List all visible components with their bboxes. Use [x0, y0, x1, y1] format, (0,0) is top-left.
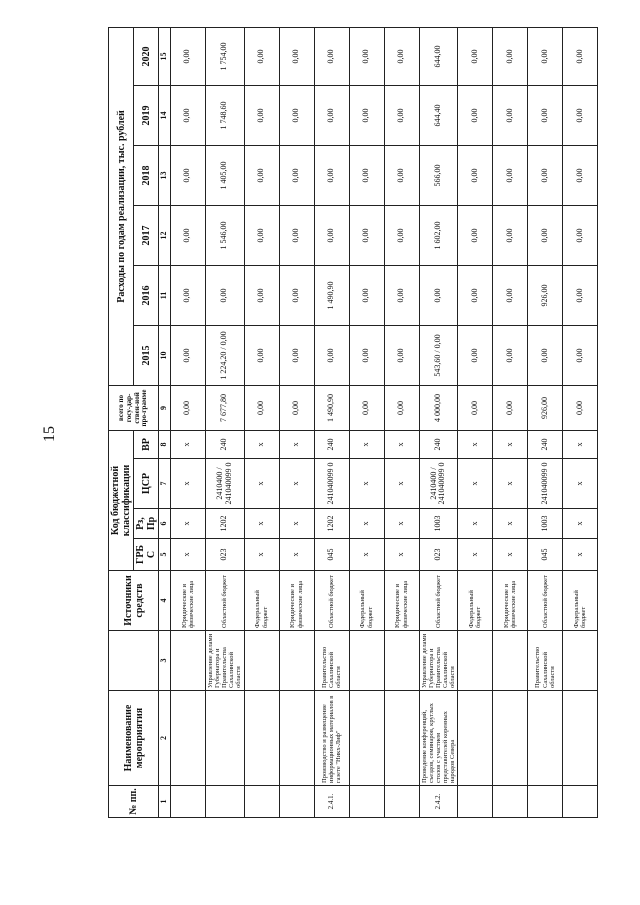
index-cell: 10: [159, 325, 171, 385]
index-cell: 4: [159, 571, 171, 631]
row-total: 0,00: [493, 385, 528, 430]
row-total: 0,00: [458, 385, 493, 430]
col-vr: ВР: [134, 430, 159, 458]
row-vr: 240: [528, 430, 563, 458]
row-year-value: 0,00: [384, 27, 419, 85]
row-year-value: 0,00: [349, 265, 384, 325]
row-grbs: 023: [205, 539, 244, 571]
row-name: [528, 691, 563, 786]
table-row: [170, 27, 205, 817]
index-cell: 11: [159, 265, 171, 325]
row-number: [244, 786, 279, 818]
row-rzpr: х: [458, 509, 493, 539]
col-year: 2018: [134, 145, 159, 205]
row-vr: х: [244, 430, 279, 458]
row-year-value: 644,00: [419, 27, 458, 85]
col-kbk: Код бюджетной классификации: [109, 430, 134, 570]
index-cell: 13: [159, 145, 171, 205]
row-source: Юридические и физические лица: [279, 571, 314, 631]
col-exec: [109, 631, 159, 691]
row-year-value: 0,00: [349, 145, 384, 205]
row-source: Юридические и физические лица: [170, 571, 205, 631]
row-source: Федеральный бюджет: [349, 571, 384, 631]
row-name: Проведение конференций, съездов, семинаров, круглых столов с участием представителей коренных народов Севера: [419, 691, 458, 786]
row-grbs: х: [244, 539, 279, 571]
index-cell: 7: [159, 459, 171, 509]
row-source: Областной бюджет: [528, 571, 563, 631]
row-total: 0,00: [563, 385, 598, 430]
row-year-value: 0,00: [205, 265, 244, 325]
row-source: Федеральный бюджет: [563, 571, 598, 631]
row-number: [349, 786, 384, 818]
row-csr: х: [384, 459, 419, 509]
row-year-value: 0,00: [314, 205, 349, 265]
row-total: 1 490,90: [314, 385, 349, 430]
table-row: [349, 27, 384, 817]
row-csr: х: [170, 459, 205, 509]
row-rzpr: х: [563, 509, 598, 539]
row-total: 0,00: [349, 385, 384, 430]
row-year-value: 0,00: [244, 27, 279, 85]
row-vr: х: [170, 430, 205, 458]
index-cell: 3: [159, 631, 171, 691]
row-executor: Управление делами Губернатора и Правительства Сахалинской области: [205, 631, 244, 691]
row-rzpr: х: [349, 509, 384, 539]
row-name: [279, 691, 314, 786]
index-row: [159, 27, 171, 817]
row-year-value: 0,00: [528, 325, 563, 385]
index-cell: 8: [159, 430, 171, 458]
row-csr: х: [458, 459, 493, 509]
row-number: [170, 786, 205, 818]
row-number: 2.4.1.: [314, 786, 349, 818]
row-year-value: 0,00: [349, 85, 384, 145]
row-year-value: 0,00: [349, 205, 384, 265]
row-vr: 240: [419, 430, 458, 458]
index-cell: 6: [159, 509, 171, 539]
row-grbs: х: [563, 539, 598, 571]
row-grbs: х: [493, 539, 528, 571]
row-year-value: 0,00: [458, 145, 493, 205]
row-vr: 240: [314, 430, 349, 458]
row-number: [458, 786, 493, 818]
table-row: [279, 27, 314, 817]
row-total: 0,00: [244, 385, 279, 430]
row-executor: [384, 631, 419, 691]
row-executor: Управление делами Губернатора и Правительства Сахалинской области: [419, 631, 458, 691]
row-source: Областной бюджет: [314, 571, 349, 631]
index-cell: 15: [159, 27, 171, 85]
budget-table: [108, 27, 598, 818]
row-year-value: 1 490,90: [314, 265, 349, 325]
table-row: [493, 27, 528, 817]
row-year-value: 0,00: [563, 325, 598, 385]
col-year: 2016: [134, 265, 159, 325]
row-source: Юридические и физические лица: [384, 571, 419, 631]
row-year-value: 0,00: [314, 145, 349, 205]
row-total: 926,00: [528, 385, 563, 430]
row-executor: [563, 631, 598, 691]
row-year-value: 0,00: [244, 145, 279, 205]
row-rzpr: 1003: [528, 509, 563, 539]
index-cell: 12: [159, 205, 171, 265]
col-year: 2019: [134, 85, 159, 145]
row-year-value: 0,00: [458, 85, 493, 145]
row-csr: 241040099 0: [314, 459, 349, 509]
col-year: 2020: [134, 27, 159, 85]
row-rzpr: х: [493, 509, 528, 539]
row-year-value: 0,00: [563, 265, 598, 325]
row-year-value: 0,00: [493, 205, 528, 265]
col-csr: ЦСР: [134, 459, 159, 509]
row-year-value: 0,00: [279, 145, 314, 205]
row-vr: х: [384, 430, 419, 458]
row-year-value: 0,00: [349, 325, 384, 385]
row-year-value: 0,00: [244, 85, 279, 145]
row-year-value: 0,00: [349, 27, 384, 85]
row-vr: х: [349, 430, 384, 458]
row-rzpr: 1003: [419, 509, 458, 539]
row-year-value: 0,00: [170, 145, 205, 205]
col-year: 2015: [134, 325, 159, 385]
row-grbs: х: [349, 539, 384, 571]
row-vr: х: [458, 430, 493, 458]
row-grbs: х: [458, 539, 493, 571]
row-vr: 240: [205, 430, 244, 458]
row-year-value: 0,00: [170, 205, 205, 265]
table-row: [314, 27, 349, 817]
row-number: [493, 786, 528, 818]
col-num: № пп.: [109, 786, 159, 818]
row-year-value: 0,00: [279, 325, 314, 385]
row-year-value: 0,00: [493, 27, 528, 85]
row-year-value: 1 224,20 / 0,00: [205, 325, 244, 385]
col-total: всего по госу-дар-ствен-ной про-грамме: [109, 385, 159, 430]
row-executor: [349, 631, 384, 691]
row-executor: [170, 631, 205, 691]
row-grbs: х: [384, 539, 419, 571]
row-total: 0,00: [170, 385, 205, 430]
row-executor: [244, 631, 279, 691]
row-rzpr: х: [384, 509, 419, 539]
row-source: Областной бюджет: [205, 571, 244, 631]
table-row: [205, 27, 244, 817]
row-name: [349, 691, 384, 786]
table-row: [458, 27, 493, 817]
row-total: 0,00: [279, 385, 314, 430]
row-rzpr: х: [170, 509, 205, 539]
row-rzpr: 1202: [205, 509, 244, 539]
table-row: [419, 27, 458, 817]
row-year-value: 926,00: [528, 265, 563, 325]
row-executor: [458, 631, 493, 691]
row-csr: х: [244, 459, 279, 509]
row-year-value: 0,00: [170, 27, 205, 85]
row-year-value: 0,00: [314, 85, 349, 145]
col-years-title: Расходы по годам реализации, тыс. рублей: [109, 27, 134, 385]
row-total: 7 677,80: [205, 385, 244, 430]
row-source: Юридические и физические лица: [493, 571, 528, 631]
row-number: [528, 786, 563, 818]
row-number: [205, 786, 244, 818]
table-row: [244, 27, 279, 817]
row-year-value: 1 602,00: [419, 205, 458, 265]
row-year-value: 0,00: [384, 325, 419, 385]
row-year-value: 1 546,00: [205, 205, 244, 265]
col-sources: Источники средств: [109, 571, 159, 631]
row-year-value: 1 754,00: [205, 27, 244, 85]
row-source: Федеральный бюджет: [244, 571, 279, 631]
row-number: [563, 786, 598, 818]
index-cell: 2: [159, 691, 171, 786]
row-year-value: 0,00: [458, 325, 493, 385]
row-csr: 241040099 0: [528, 459, 563, 509]
table-row: [528, 27, 563, 817]
row-csr: х: [349, 459, 384, 509]
row-csr: х: [563, 459, 598, 509]
row-name: [384, 691, 419, 786]
row-year-value: 0,00: [314, 325, 349, 385]
row-name: [493, 691, 528, 786]
row-year-value: 0,00: [279, 27, 314, 85]
row-year-value: 0,00: [528, 85, 563, 145]
row-year-value: 0,00: [563, 205, 598, 265]
index-cell: 1: [159, 786, 171, 818]
row-year-value: 0,00: [458, 27, 493, 85]
row-name: [563, 691, 598, 786]
row-csr: 2410400 / 241040099 0: [419, 459, 458, 509]
row-grbs: х: [170, 539, 205, 571]
row-grbs: 045: [314, 539, 349, 571]
row-year-value: 0,00: [279, 85, 314, 145]
row-year-value: 0,00: [528, 27, 563, 85]
row-name: [458, 691, 493, 786]
row-csr: 2410400 / 241040099 0: [205, 459, 244, 509]
row-executor: [493, 631, 528, 691]
col-rzpr: Рз, Пр: [134, 509, 159, 539]
row-year-value: 0,00: [244, 205, 279, 265]
row-rzpr: х: [279, 509, 314, 539]
row-name: [205, 691, 244, 786]
row-source: Федеральный бюджет: [458, 571, 493, 631]
table-row: [384, 27, 419, 817]
row-year-value: 0,00: [563, 27, 598, 85]
row-year-value: 0,00: [244, 325, 279, 385]
row-rzpr: х: [244, 509, 279, 539]
row-year-value: 0,00: [458, 205, 493, 265]
row-year-value: 0,00: [170, 325, 205, 385]
row-executor: Правительство Сахалинской области: [528, 631, 563, 691]
row-number: [384, 786, 419, 818]
row-year-value: 0,00: [563, 85, 598, 145]
col-year: 2017: [134, 205, 159, 265]
row-grbs: х: [279, 539, 314, 571]
row-vr: х: [279, 430, 314, 458]
row-year-value: 0,00: [244, 265, 279, 325]
row-grbs: 045: [528, 539, 563, 571]
row-name: Производство и размещение информационных материалов в газете "Никх-Лиф": [314, 691, 349, 786]
row-year-value: 0,00: [493, 85, 528, 145]
row-year-value: 0,00: [279, 265, 314, 325]
row-year-value: 0,00: [170, 85, 205, 145]
row-csr: х: [493, 459, 528, 509]
row-total: 0,00: [384, 385, 419, 430]
row-year-value: 0,00: [563, 145, 598, 205]
row-total: 4 000,00: [419, 385, 458, 430]
row-year-value: 0,00: [493, 325, 528, 385]
row-year-value: 543,60 / 0,00: [419, 325, 458, 385]
index-cell: 9: [159, 385, 171, 430]
row-year-value: 644,40: [419, 85, 458, 145]
row-source: Областной бюджет: [419, 571, 458, 631]
row-year-value: 566,00: [419, 145, 458, 205]
col-grbs: ГРБ С: [134, 539, 159, 571]
row-year-value: 0,00: [528, 145, 563, 205]
index-cell: 14: [159, 85, 171, 145]
row-year-value: 1 748,60: [205, 85, 244, 145]
rotated-table-container: [108, 28, 608, 818]
row-executor: Правительство Сахалинской области: [314, 631, 349, 691]
page-number: 15: [41, 426, 58, 442]
row-year-value: 0,00: [458, 265, 493, 325]
row-year-value: 0,00: [493, 265, 528, 325]
row-year-value: 0,00: [493, 145, 528, 205]
row-vr: х: [563, 430, 598, 458]
row-year-value: 0,00: [419, 265, 458, 325]
row-year-value: 0,00: [314, 27, 349, 85]
row-name: [170, 691, 205, 786]
row-year-value: 1 405,00: [205, 145, 244, 205]
row-number: [279, 786, 314, 818]
row-rzpr: 1202: [314, 509, 349, 539]
row-grbs: 023: [419, 539, 458, 571]
row-year-value: 0,00: [384, 265, 419, 325]
row-number: 2.4.2.: [419, 786, 458, 818]
row-year-value: 0,00: [384, 205, 419, 265]
col-name: Наименование мероприятия: [109, 691, 159, 786]
row-year-value: 0,00: [279, 205, 314, 265]
table-row: [563, 27, 598, 817]
row-year-value: 0,00: [384, 85, 419, 145]
row-year-value: 0,00: [528, 205, 563, 265]
row-csr: х: [279, 459, 314, 509]
row-year-value: 0,00: [384, 145, 419, 205]
row-year-value: 0,00: [170, 265, 205, 325]
row-executor: [279, 631, 314, 691]
index-cell: 5: [159, 539, 171, 571]
row-vr: х: [493, 430, 528, 458]
row-name: [244, 691, 279, 786]
